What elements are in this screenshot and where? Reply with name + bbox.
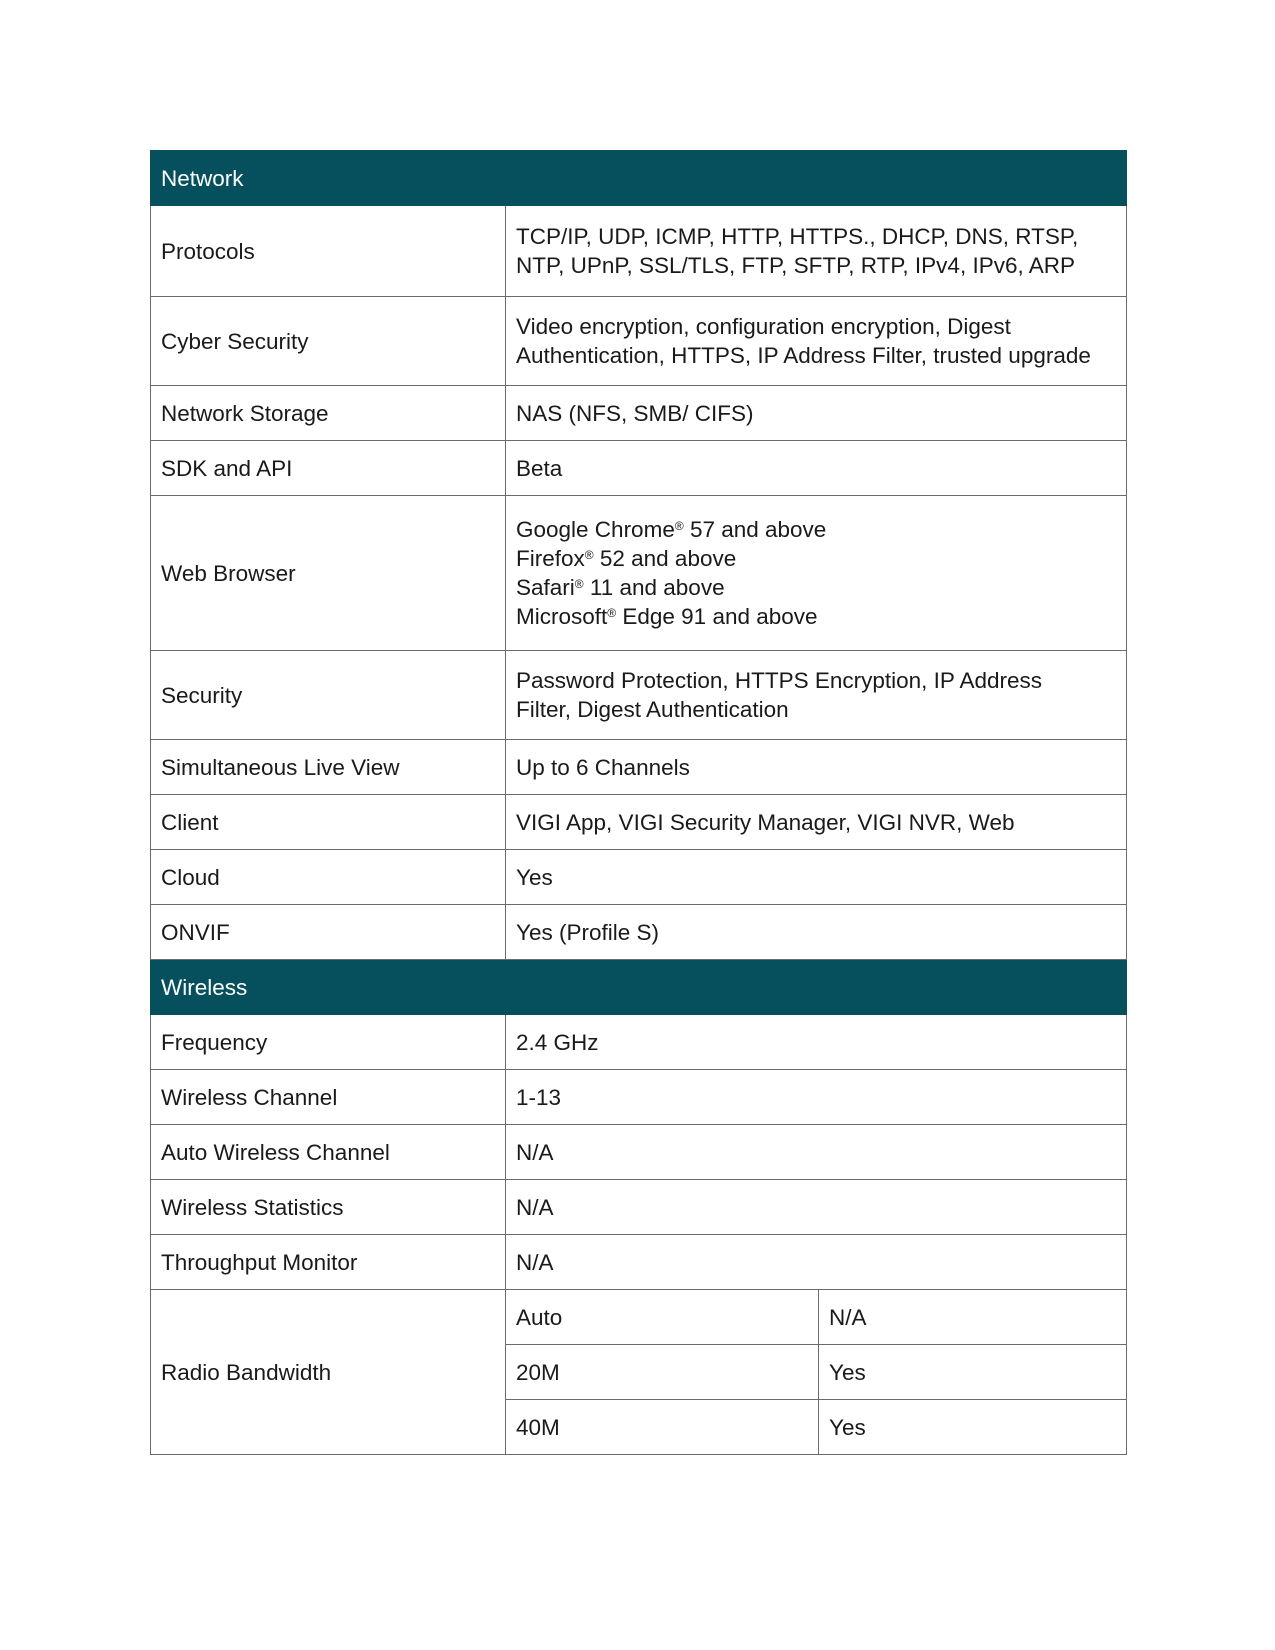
spec-label: Wireless Channel (151, 1070, 506, 1125)
section-title: Network (151, 151, 1127, 206)
spec-value: N/A (506, 1235, 1127, 1290)
bandwidth-mode: Auto (506, 1290, 819, 1345)
spec-label: Web Browser (151, 496, 506, 651)
spec-label: Network Storage (151, 386, 506, 441)
spec-value: 2.4 GHz (506, 1015, 1127, 1070)
spec-label: Cyber Security (151, 297, 506, 386)
spec-row-wireless-statistics (151, 1180, 1127, 1235)
spec-label: Auto Wireless Channel (151, 1125, 506, 1180)
spec-label: Wireless Statistics (151, 1180, 506, 1235)
spec-value: VIGI App, VIGI Security Manager, VIGI NVR, Web (506, 795, 1127, 850)
spec-row-onvif (151, 905, 1127, 960)
spec-row-web-browser (151, 496, 1127, 651)
spec-value: Yes (506, 850, 1127, 905)
spec-label: SDK and API (151, 441, 506, 496)
bandwidth-value: Yes (819, 1345, 1127, 1400)
section-header-wireless (151, 960, 1127, 1015)
registered-mark: ® (584, 548, 594, 562)
spec-value (506, 297, 1127, 386)
spec-value (506, 206, 1127, 297)
bandwidth-mode: 20M (506, 1345, 819, 1400)
value-line: Authentication, HTTPS, IP Address Filter, trusted upgrade (516, 343, 1091, 368)
spec-label: Radio Bandwidth (151, 1290, 506, 1455)
spec-row-protocols (151, 206, 1127, 297)
spec-value: Yes (Profile S) (506, 905, 1127, 960)
spec-label: Security (151, 651, 506, 740)
bandwidth-mode: 40M (506, 1400, 819, 1455)
spec-value (506, 496, 1127, 651)
value-line: Filter, Digest Authentication (516, 697, 789, 722)
spec-label: ONVIF (151, 905, 506, 960)
spec-row-cloud (151, 850, 1127, 905)
spec-row-wireless-channel (151, 1070, 1127, 1125)
spec-row-throughput-monitor (151, 1235, 1127, 1290)
spec-row-radio-bandwidth (151, 1290, 1127, 1345)
spec-value: N/A (506, 1125, 1127, 1180)
spec-row-security (151, 651, 1127, 740)
spec-row-client (151, 795, 1127, 850)
spec-label: Throughput Monitor (151, 1235, 506, 1290)
value-line: NTP, UPnP, SSL/TLS, FTP, SFTP, RTP, IPv4, IPv6, ARP (516, 253, 1075, 278)
value-line: TCP/IP, UDP, ICMP, HTTP, HTTPS., DHCP, DNS, RTSP, (516, 224, 1079, 249)
registered-mark: ® (607, 606, 617, 620)
section-title: Wireless (151, 960, 1127, 1015)
spec-label: Protocols (151, 206, 506, 297)
spec-value: N/A (506, 1180, 1127, 1235)
spec-row-auto-wireless-channel (151, 1125, 1127, 1180)
bandwidth-value: N/A (819, 1290, 1127, 1345)
spec-row-simultaneous-live-view (151, 740, 1127, 795)
spec-label: Cloud (151, 850, 506, 905)
spec-row-frequency (151, 1015, 1127, 1070)
browser-line-firefox: Firefox® 52 and above (516, 546, 737, 571)
spec-table (150, 150, 1127, 1455)
bandwidth-value: Yes (819, 1400, 1127, 1455)
browser-line-safari: Safari® 11 and above (516, 575, 725, 600)
spec-label: Client (151, 795, 506, 850)
browser-line-chrome: Google Chrome® 57 and above (516, 517, 827, 542)
spec-row-cyber-security (151, 297, 1127, 386)
spec-value: Up to 6 Channels (506, 740, 1127, 795)
spec-row-sdk-and-api (151, 441, 1127, 496)
spec-label: Simultaneous Live View (151, 740, 506, 795)
registered-mark: ® (674, 519, 684, 533)
value-line: Video encryption, configuration encryption, Digest (516, 314, 1011, 339)
spec-value (506, 651, 1127, 740)
spec-row-network-storage (151, 386, 1127, 441)
spec-label: Frequency (151, 1015, 506, 1070)
value-line: Password Protection, HTTPS Encryption, IP Address (516, 668, 1043, 693)
spec-value: Beta (506, 441, 1127, 496)
registered-mark: ® (574, 577, 584, 591)
spec-value: NAS (NFS, SMB/ CIFS) (506, 386, 1127, 441)
browser-line-edge: Microsoft® Edge 91 and above (516, 604, 818, 629)
spec-value: 1-13 (506, 1070, 1127, 1125)
section-header-network (151, 151, 1127, 206)
